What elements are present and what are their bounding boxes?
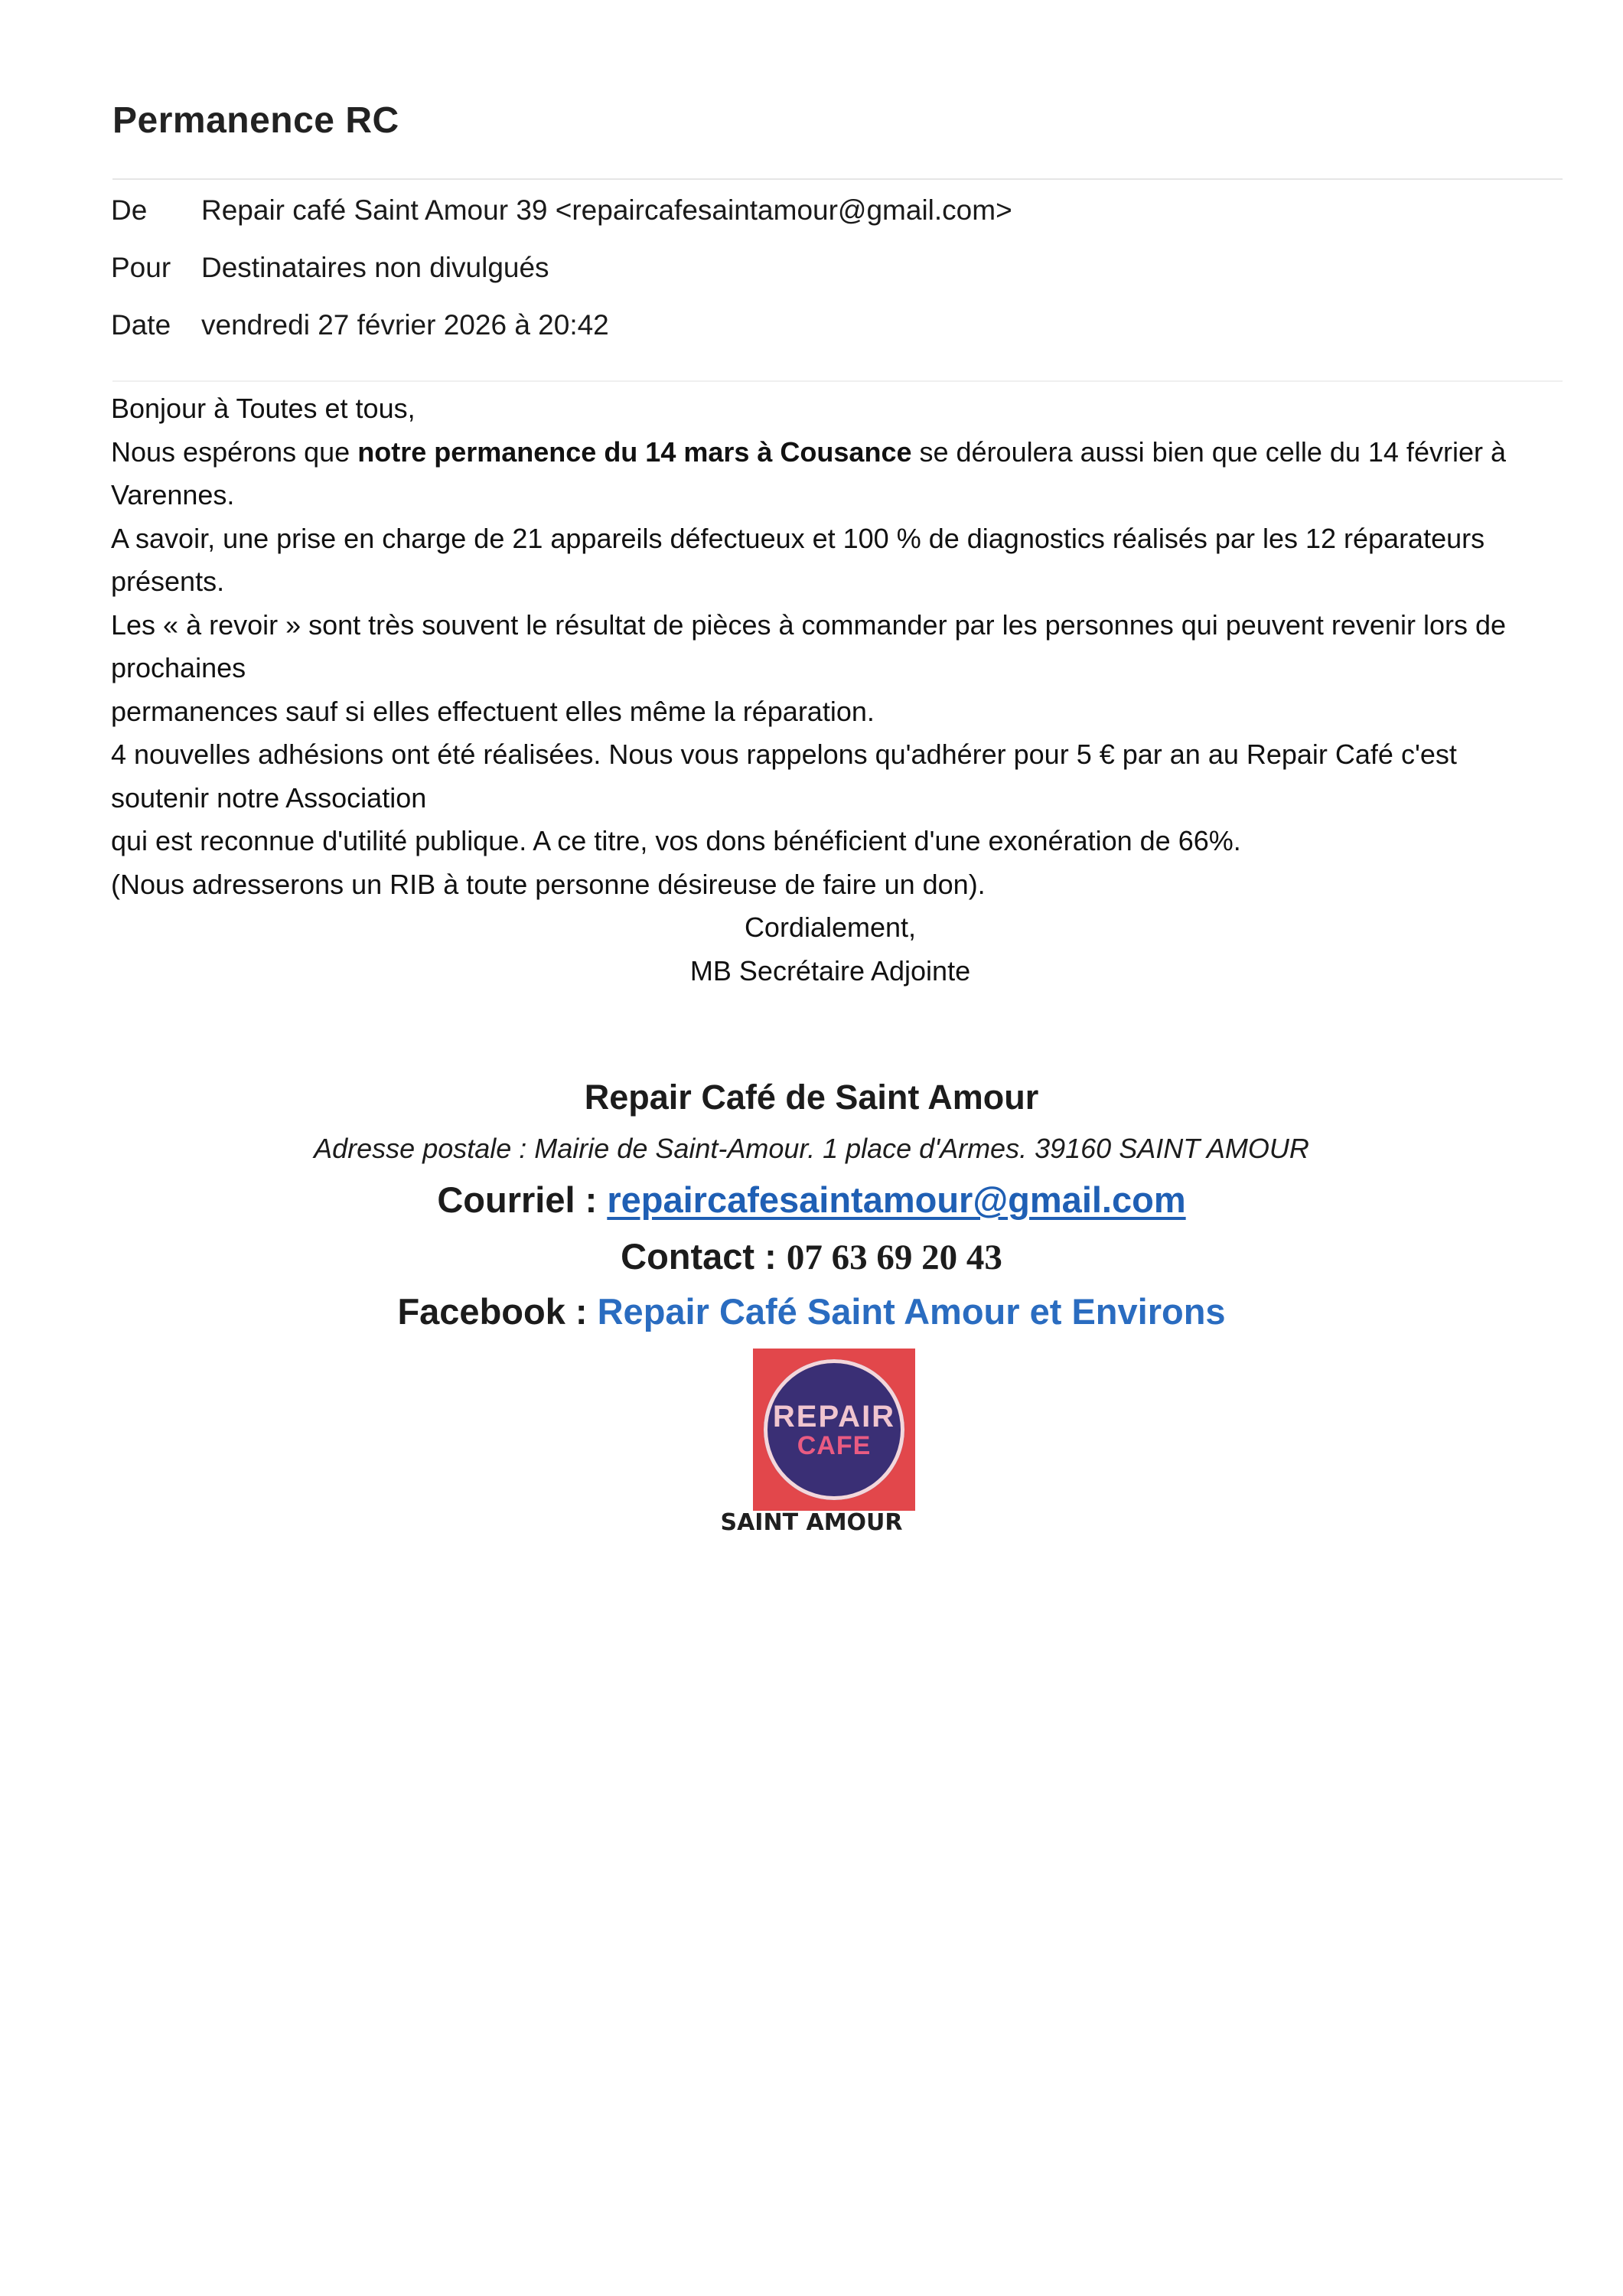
postal-address: Adresse postale : Mairie de Saint-Amour. 1 place d'Armes. 39160 SAINT AMOUR <box>314 1133 1309 1164</box>
to-value: Destinataires non divulgués <box>201 252 549 283</box>
paragraph-2-line-1: A savoir, une prise en charge de 21 appareils défectueux et 100 % de diagnostics réalisés par les 12 réparateurs <box>111 522 1485 554</box>
paragraph-4-line-3: qui est reconnue d'utilité publique. A ce titre, vos dons bénéficient d'une exonération de 66%. <box>111 825 1241 856</box>
logo-word-cafe: CAFE <box>797 1431 872 1460</box>
paragraph-5: (Nous adresserons un RIB à toute personne désireuse de faire un don). <box>111 868 986 900</box>
body-divider <box>112 380 1563 382</box>
p1-highlight: notre permanence du 14 mars à Cousance <box>357 435 912 468</box>
facebook-line <box>0 1290 1623 1332</box>
paragraph-4-line-2: soutenir notre Association <box>111 781 427 814</box>
email-subject: Permanence RC <box>112 100 399 141</box>
contact-phone: 07 63 69 20 43 <box>786 1238 1002 1277</box>
email-contact-line <box>0 1179 1623 1221</box>
paragraph-3-line-2: prochaines <box>111 652 246 683</box>
p1-before: Nous espérons que <box>111 435 358 468</box>
paragraph-3-line-3: permanences sauf si elles effectuent elles même la réparation. <box>111 695 875 727</box>
logo-caption: SAINT AMOUR <box>720 1509 903 1536</box>
email-body <box>111 387 1550 993</box>
paragraph-1-line-1 <box>111 431 1550 475</box>
repair-cafe-logo <box>753 1349 915 1511</box>
org-name: Repair Café de Saint Amour <box>584 1078 1039 1117</box>
email-label: Courriel : <box>437 1179 608 1220</box>
greeting: Bonjour à Toutes et tous, <box>111 393 416 424</box>
date-label: Date <box>111 309 171 341</box>
paragraph-1-line-2: Varennes. <box>111 479 235 510</box>
paragraph-4-line-1: 4 nouvelles adhésions ont été réalisées. Nous vous rappelons qu'adhérer pour 5 € par an au Repair Café c'est <box>111 739 1457 770</box>
logo-word-repair: REPAIR <box>772 1400 896 1433</box>
phone-contact-line <box>0 1235 1623 1278</box>
paragraph-2-line-2: présents. <box>111 566 225 597</box>
closing: Cordialement, <box>744 912 917 943</box>
date-value: vendredi 27 février 2026 à 20:42 <box>201 309 609 341</box>
p1-after: se déroulera aussi bien que celle du 14 février à <box>911 435 1506 468</box>
header-divider <box>112 178 1563 180</box>
signature: MB Secrétaire Adjointe <box>689 954 971 987</box>
paragraph-3-line-1: Les « à revoir » sont très souvent le résultat de pièces à commander par les personnes qui peuvent revenir lors de <box>111 608 1506 641</box>
contact-label: Contact : <box>621 1236 787 1277</box>
from-label: De <box>111 194 148 226</box>
facebook-link[interactable]: Repair Café Saint Amour et Environs <box>597 1291 1226 1332</box>
to-label: Pour <box>111 252 171 283</box>
from-value[interactable]: Repair café Saint Amour 39 <repaircafesaintamour@gmail.com> <box>201 194 1012 226</box>
email-link[interactable]: repaircafesaintamour@gmail.com <box>607 1179 1186 1220</box>
facebook-label: Facebook : <box>397 1291 598 1332</box>
